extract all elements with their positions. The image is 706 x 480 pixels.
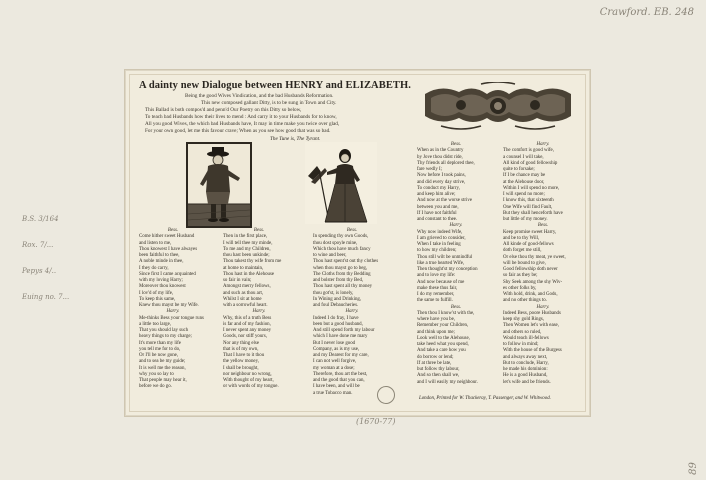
verse-line: Company, as is my use, [313, 346, 360, 352]
subtitle-line: To teach bad Husbands how their lives to mend : And carry it to your Husbands for to know, [145, 114, 337, 120]
verse-line: and think upon me; [417, 329, 455, 335]
ballad-title: A dainty new Dialogue between HENRY and ELIZABETH. [139, 80, 412, 91]
verse-line: I am grieved to consider, [417, 235, 466, 241]
verse-line: But I never lose good [313, 340, 356, 346]
subtitle-line: This Ballad is both compos'd and penn'd Our Poetry on this Ditty so below, [145, 107, 302, 113]
verse-column [313, 228, 391, 397]
verse-column [503, 142, 583, 386]
verse-line: All kind of good fellowship [503, 160, 558, 166]
speaker-heading: Bess. [346, 228, 358, 233]
verse-line: But they shall henceforth have [503, 210, 563, 216]
verse-line: Why, this of a truth Bess [223, 315, 272, 321]
verse-line: why you so lay to [139, 371, 174, 377]
verse-line: quite to forsake; [503, 167, 535, 172]
verse-line: Amongst merry fellows, [223, 284, 271, 290]
verse-line: to wine and beer, [313, 253, 347, 258]
verse-line: Moreover thou knowest [139, 284, 186, 290]
verse-line: Thou hast spent all thy money [313, 284, 373, 290]
verse-line: I lov'd of my life, [139, 290, 174, 296]
verse-line: I they do carry, [139, 265, 169, 271]
verse-line: In Wining and Drinking, [313, 296, 362, 302]
verse-line: and be to thy Will, [503, 235, 540, 241]
verse-line: thou hast been unkinde; [223, 253, 270, 258]
verse-line: With thought of my heart, [223, 378, 274, 383]
verse-line: when thou mayst go to beg, [313, 265, 368, 271]
verse-line: a counsel I will take, [503, 154, 544, 160]
verse-line: take heed what you spend, [417, 342, 469, 347]
verse-line: like a true hearted Wife, [417, 260, 465, 266]
verse-line: with a sorrowful heart. [223, 303, 268, 308]
verse-line: Keep promise sweet Harry, [503, 229, 557, 235]
verse-line: nor neighbour no wrong, [223, 371, 272, 377]
verse-line: Good fellowship doth never [503, 267, 558, 272]
verse-line: and keep him alive; [417, 192, 456, 197]
verse-line: and always away next, [503, 354, 548, 360]
verse-line: All kinde of good-fellows [503, 242, 554, 247]
verse-column [417, 142, 495, 386]
verse-line: between you and me, [417, 204, 459, 210]
verse-line: Why now indeed Wife, [417, 229, 463, 235]
verse-line: will be bound to give, [503, 260, 546, 266]
verse-line: do borrow or lend; [417, 354, 454, 360]
verse-column [223, 228, 295, 391]
verse-line: and bolster from thy Bed, [313, 278, 364, 283]
verse-line: make these thus fair, [417, 285, 458, 291]
verse-line: One Wife will find Fault, [503, 204, 553, 210]
verse-line: and others so ruled, [503, 329, 542, 335]
verse-line: at the Alehouse door, [503, 179, 545, 185]
verse-line: I have been, and will be [313, 384, 360, 390]
verse-line: before we do go. [139, 384, 172, 390]
verse-line: Nor any thing else [223, 340, 259, 346]
verse-line: and the good that you can, [313, 378, 365, 383]
verse-line: is far and of my fashion, [223, 321, 271, 327]
verse-line: Knew thou mayst be my Wife. [139, 303, 199, 308]
verse-line: Then thou I know'st with the, [417, 310, 475, 316]
speaker-heading: Bess. [450, 142, 462, 147]
speaker-heading: Harry. [345, 309, 359, 315]
verse-line: Thy friends all deplored thee, [417, 160, 475, 166]
verse-line: but little of my money. [503, 217, 548, 222]
verse-line: so fair as they be; [503, 273, 538, 279]
verse-line: To keep this same, [139, 296, 176, 302]
verse-line: thou dost spoyle mine, [313, 240, 358, 246]
verse-line: But to conclude, Harry, [503, 360, 549, 366]
verse-line: Thou knowest I have alwayes [139, 246, 198, 252]
verse-line: If I have not faithful [417, 210, 457, 216]
verse-line: that is of my own, [223, 346, 259, 352]
verse-line: and foul Debaucheries. [313, 303, 359, 308]
verse-line: Thou hast spent'st out thy clothes [313, 259, 379, 265]
verse-line: Therefore, thou art the best, [313, 371, 368, 377]
verse-line: the same to fulfill. [417, 298, 453, 304]
verse-line: With hold, drink, and Gods, [503, 292, 558, 297]
date-range-annotation: (1670-77) [356, 417, 396, 426]
speaker-heading: Harry. [536, 304, 550, 310]
subtitle-line: All you good Wives, the which bad Husbands have, It may in time make you twice over glad, [145, 121, 340, 127]
verse-line: If at three be late, [417, 360, 452, 366]
verse-line: Within I will spend no more, [503, 185, 560, 191]
verse-line: That I have to it thou [223, 353, 265, 358]
verse-line: been faithful to thee, [139, 253, 180, 258]
verse-line: Shy Seek among the shy Wiv- [503, 279, 563, 285]
verse-line: my woman at a dose; [313, 365, 355, 371]
verse-line: I shall be brought, [223, 365, 259, 371]
verse-line: It is well me the reason, [139, 365, 186, 371]
verse-line: he made his dominion: [503, 367, 548, 372]
verse-line: I will spend no more; [503, 192, 545, 197]
speaker-heading: Harry. [536, 142, 550, 147]
page-number: 89 [688, 462, 700, 475]
verse-line: Goods, nor stiff yours, [223, 334, 268, 340]
verse-line: with my loving Harry; [139, 278, 183, 283]
verse-line: a little too large, [139, 321, 171, 327]
ornament-band-image [421, 82, 575, 132]
verse-line: doth forget me still, [503, 248, 542, 254]
woodcut-woman-image [305, 142, 377, 224]
verse-line: I can not well forgive, [313, 359, 357, 365]
verse-line: Thou hast in the Alehouse [223, 271, 275, 277]
verse-line: Then in the first place, [223, 234, 268, 240]
verse-line: To conduct my Harry, [417, 185, 460, 191]
shelfmark-annotation: Crawford. EB. 248 [599, 7, 694, 18]
verse-line: and to love my life: [417, 273, 456, 279]
verse-line: I never spent any money [223, 328, 272, 333]
verse-line: Since first I came acquainted [139, 271, 196, 277]
verse-line: He is a good Husband, [503, 373, 548, 379]
speaker-heading: Bess. [537, 223, 549, 229]
speaker-heading: Harry. [252, 309, 266, 315]
verse-line: I know this, that sixteenth [503, 198, 554, 204]
verse-line: To me and my Children, [223, 246, 271, 252]
verse-line: And now at the worse strive [417, 198, 473, 204]
verse-line: Indeed Bess, poore Husbands [503, 310, 561, 316]
verse-line: the yellow money, [223, 359, 259, 365]
speaker-heading: Bess. [450, 304, 462, 310]
verse-line: Thou still wilt be unmindful [417, 254, 473, 260]
verse-line: Would teach ill-fellows [503, 335, 549, 341]
verse-line: let's wife and be friends. [503, 379, 551, 385]
speaker-heading: Bess. [253, 228, 265, 233]
library-stamp-image [377, 386, 395, 404]
verse-line: A noble minde in thee, [139, 259, 184, 265]
verse-line: Now before I took pains, [417, 173, 466, 179]
verse-line: I will tell thee my minde, [223, 240, 273, 246]
verse-line: to how my children; [417, 248, 457, 254]
verse-line: and my Dearest for my care, [313, 353, 369, 358]
verse-line: Or else thou thy meat, ye sweet, [503, 254, 566, 260]
pencil-note: Euing no. 7... [22, 293, 70, 301]
verse-line: Remember your Children, [417, 323, 469, 329]
verse-column [139, 228, 207, 391]
verse-line: That you should lay such [139, 328, 189, 333]
verse-line: heavy things to my charge; [139, 334, 192, 340]
speaker-heading: Bess. [167, 228, 179, 233]
verse-line: With the house of the Burgess [503, 348, 562, 354]
verse-line: and constant to thee. [417, 217, 458, 222]
verse-line: The Cloths from thy Bedding [313, 271, 371, 277]
verse-line: Come hither sweet Husband [139, 234, 195, 240]
verse-line: The comfort is good wife, [503, 148, 554, 154]
verse-line: I do my remember, [417, 292, 455, 297]
broadside-sheet [124, 69, 591, 417]
printer-imprint: London, Printed for W. Thackeray, T. Passenger, and W. Whitwood. [419, 396, 551, 401]
verse-line: been but a good husband, [313, 321, 363, 327]
verse-line: When as in the Country [417, 148, 464, 154]
verse-line: es other folks by, [503, 285, 537, 291]
verse-line: and no other things to. [503, 298, 547, 304]
verse-line: a true Tobacco man. [313, 390, 353, 396]
verse-line: or with words of my tongue. [223, 384, 279, 390]
verse-line: That people may hear it, [139, 378, 187, 383]
verse-line: at home to maintain, [223, 265, 264, 271]
verse-line: where have you be, [417, 317, 456, 322]
verse-line: and did every day strive, [417, 179, 466, 185]
subtitle-line: This new composed gallant Ditty, is to be sung in Town and City. [201, 100, 337, 106]
verse-line: by Jove thou didst ride, [417, 154, 463, 160]
verse-line: Indeed I do fray, I have [313, 315, 359, 321]
verse-line: And now because of me [417, 279, 465, 285]
verse-line: to follow in mind; [503, 342, 539, 347]
verse-line: Then Women let's with ease, [503, 323, 559, 329]
verse-line: When I take in feeling [417, 242, 461, 247]
verse-line: Which thou have much fancy [313, 246, 371, 252]
verse-line: Then thought'st my conception [417, 267, 478, 272]
verse-line: thou got'st, is lonely, [313, 290, 354, 296]
pencil-note: B.S. 3/164 [22, 215, 59, 223]
verse-line: you tell me for to do, [139, 346, 181, 352]
verse-line: And so then shall we, [417, 373, 460, 379]
verse-line: If I be chance may be [503, 173, 546, 179]
verse-line: and such as thou art, [223, 290, 264, 296]
pencil-note: Rox. 7/... [22, 241, 54, 249]
verse-line: Or I'll be now gone, [139, 353, 179, 358]
verse-line: Me-thinks Bess your tongue runs [139, 315, 204, 321]
speaker-heading: Harry. [449, 223, 463, 229]
verse-line: so fair in vain; [223, 278, 252, 283]
woodcut-man-image [186, 142, 252, 228]
verse-line: keep shy gold Rings, [503, 317, 545, 322]
speaker-heading: Harry. [166, 309, 180, 315]
verse-line: And take a care how you [417, 348, 466, 354]
subtitle-line: For your own good, let me this favour crave; When as you see how good that was so bad. [145, 128, 331, 134]
verse-line: fare wedly I; [417, 167, 442, 172]
verse-line: and listen to me, [139, 240, 172, 246]
verse-line: It's more than my life [139, 340, 181, 346]
verse-line: Thou takest thy wife from me [223, 259, 282, 265]
verse-line: In spending thy own Goods, [313, 234, 369, 240]
pencil-note: Pepys 4/.. [22, 267, 57, 275]
verse-line: Whilst I sit at home [223, 296, 262, 302]
verse-line: And still spend forth my labour [313, 328, 375, 333]
subtitle-line: Being the good Wives Vindication, and the bad Husbands Reformation. [185, 93, 334, 99]
verse-line: and to sea be my guide; [139, 359, 186, 365]
tune-line: The Tune is, The Tyrant. [270, 136, 321, 142]
verse-line: which I have done me mary [313, 334, 368, 340]
verse-line: and I will easily my neighbour. [417, 379, 478, 385]
verse-line: Look well to the Alehouse, [417, 335, 470, 341]
verse-line: but follow thy labour, [417, 367, 460, 372]
